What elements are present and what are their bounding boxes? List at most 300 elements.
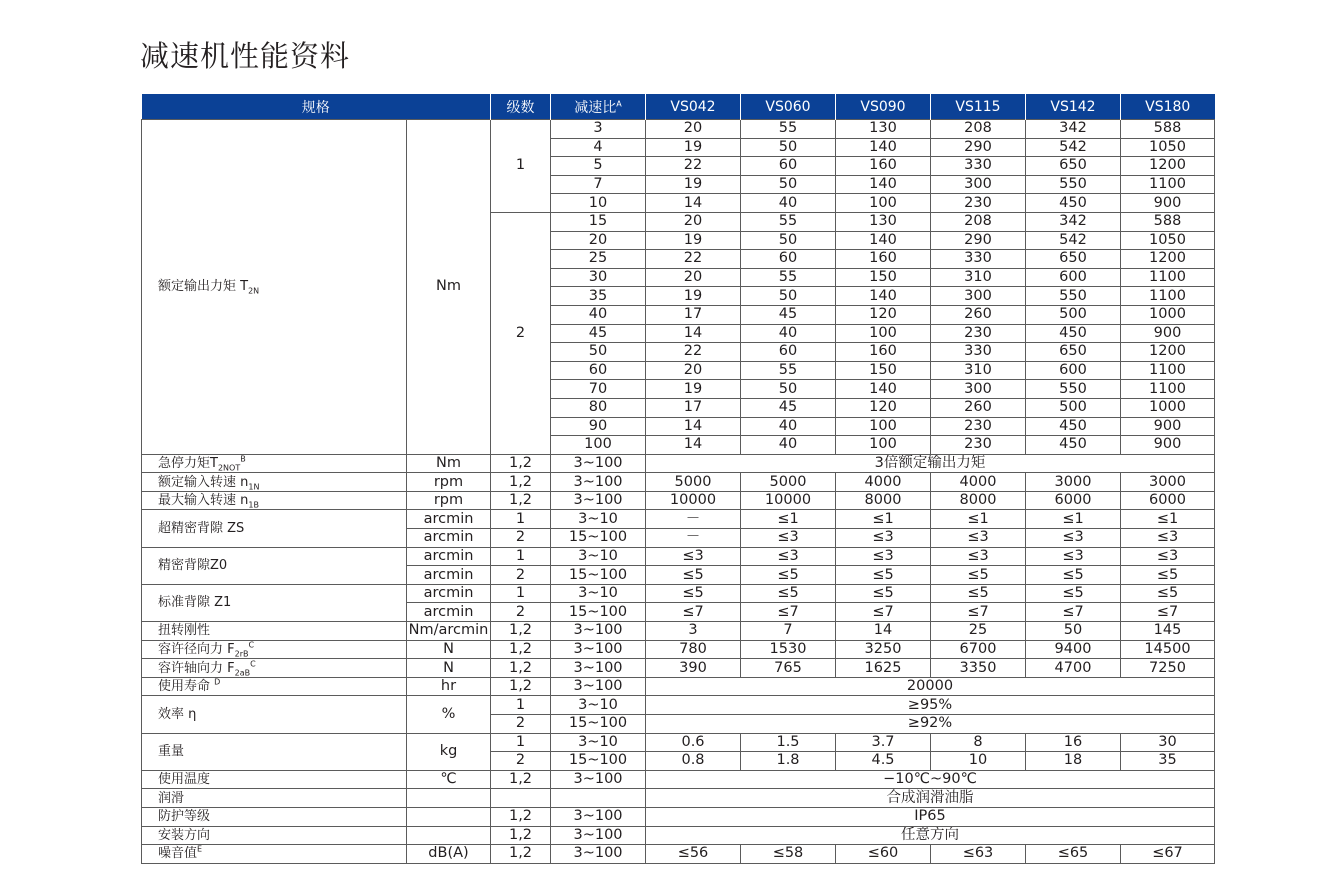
noise-label [142, 845, 407, 864]
value-cell: 650 [1026, 343, 1121, 362]
stage-cell: 1 [491, 696, 551, 715]
value-cell: 19 [646, 287, 741, 306]
life-label-footnote: D [214, 677, 221, 687]
value-cell: 20000 [646, 677, 1215, 696]
value-cell: 9400 [1026, 640, 1121, 659]
value-cell: 45 [741, 398, 836, 417]
protection-label: 防护等级 [142, 807, 407, 826]
value-cell: 0.8 [646, 752, 741, 771]
value-cell: 1625 [836, 659, 931, 678]
value-cell: 330 [931, 157, 1026, 176]
value-cell: 780 [646, 640, 741, 659]
max-speed-label [142, 491, 407, 510]
ratio-cell: 70 [551, 380, 646, 399]
table-row [142, 547, 1215, 566]
value-cell: 600 [1026, 268, 1121, 287]
unit-cell: dB(A) [407, 845, 491, 864]
value-cell: 900 [1121, 417, 1215, 436]
ratio-cell: 3~100 [551, 491, 646, 510]
value-cell: ≤1 [1026, 510, 1121, 529]
value-cell: 1100 [1121, 380, 1215, 399]
table-row [142, 454, 1215, 473]
value-cell: 310 [931, 361, 1026, 380]
stage-cell: 1 [491, 584, 551, 603]
value-cell: 1.5 [741, 733, 836, 752]
value-cell: 60 [741, 343, 836, 362]
value-cell: 14 [646, 417, 741, 436]
estop-label [142, 454, 407, 473]
value-cell: ≤7 [646, 603, 741, 622]
value-cell: 140 [836, 175, 931, 194]
value-cell: ≤5 [1026, 566, 1121, 585]
backlash-zs-label: 超精密背隙 ZS [142, 510, 407, 547]
weight-label: 重量 [142, 733, 407, 770]
value-cell: 1200 [1121, 343, 1215, 362]
value-cell: ≤7 [1121, 603, 1215, 622]
value-cell: 150 [836, 361, 931, 380]
value-cell: 3000 [1026, 473, 1121, 492]
value-cell: 300 [931, 175, 1026, 194]
ratio-cell: 3~10 [551, 733, 646, 752]
header-model: VS060 [741, 94, 836, 120]
value-cell: 20 [646, 120, 741, 139]
value-cell: ≤5 [741, 584, 836, 603]
header-stage: 级数 [491, 94, 551, 120]
unit-cell: rpm [407, 491, 491, 510]
ratio-cell: 3~100 [551, 640, 646, 659]
value-cell: 550 [1026, 380, 1121, 399]
value-cell: 100 [836, 194, 931, 213]
value-cell: 230 [931, 194, 1026, 213]
torque-label-sub: 2N [248, 286, 260, 296]
torque-label [142, 120, 407, 455]
value-cell: 30 [1121, 733, 1215, 752]
stage-cell: 1,2 [491, 770, 551, 789]
noise-label-text: 噪音值 [158, 846, 198, 862]
table-row [142, 120, 1215, 139]
value-cell: ≤3 [741, 547, 836, 566]
estop-label-sub: 2NOT [217, 463, 241, 473]
value-cell: 260 [931, 305, 1026, 324]
value-cell: 14 [646, 324, 741, 343]
estop-label-text: 急停力矩T [158, 455, 218, 471]
value-cell: 130 [836, 212, 931, 231]
value-cell: 10000 [741, 491, 836, 510]
value-cell: 50 [741, 175, 836, 194]
value-cell: 任意方向 [646, 826, 1215, 845]
table-row [142, 473, 1215, 492]
table-row [142, 491, 1215, 510]
value-cell: ≤5 [1026, 584, 1121, 603]
radial-force-label-sub: 2rB [234, 649, 249, 659]
value-cell: 100 [836, 417, 931, 436]
value-cell: 1100 [1121, 287, 1215, 306]
unit-cell: N [407, 659, 491, 678]
stage-cell: 2 [491, 529, 551, 548]
value-cell: 6000 [1026, 491, 1121, 510]
stiffness-label: 扭转刚性 [142, 622, 407, 641]
ratio-cell [551, 789, 646, 808]
ratio-cell: 3~100 [551, 473, 646, 492]
ratio-cell: 15~100 [551, 566, 646, 585]
ratio-cell: 45 [551, 324, 646, 343]
ratio-cell: 100 [551, 436, 646, 455]
unit-cell: arcmin [407, 566, 491, 585]
value-cell: 8000 [931, 491, 1026, 510]
ratio-cell: 20 [551, 231, 646, 250]
ratio-cell: 3~100 [551, 622, 646, 641]
value-cell: 35 [1121, 752, 1215, 771]
unit-cell: hr [407, 677, 491, 696]
ratio-cell: 25 [551, 250, 646, 269]
table-row [142, 510, 1215, 529]
value-cell: 900 [1121, 194, 1215, 213]
value-cell: 650 [1026, 157, 1121, 176]
value-cell: ≤1 [836, 510, 931, 529]
value-cell: 140 [836, 138, 931, 157]
value-cell: 3倍额定输出力矩 [646, 454, 1215, 473]
value-cell: ≤3 [741, 529, 836, 548]
value-cell: 17 [646, 305, 741, 324]
value-cell: 50 [741, 380, 836, 399]
value-cell: IP65 [646, 807, 1215, 826]
value-cell: 290 [931, 231, 1026, 250]
header-model: VS042 [646, 94, 741, 120]
value-cell: 20 [646, 212, 741, 231]
value-cell: 3250 [836, 640, 931, 659]
ratio-cell: 3 [551, 120, 646, 139]
ratio-cell: 3~100 [551, 770, 646, 789]
ratio-cell: 15~100 [551, 529, 646, 548]
value-cell: ≤56 [646, 845, 741, 864]
stage-cell: 1 [491, 547, 551, 566]
ratio-cell: 3~10 [551, 584, 646, 603]
value-cell: ≤1 [741, 510, 836, 529]
value-cell: 100 [836, 324, 931, 343]
value-cell: 4700 [1026, 659, 1121, 678]
value-cell: 40 [741, 324, 836, 343]
torque-stage-1: 1 [491, 120, 551, 213]
value-cell: 4000 [931, 473, 1026, 492]
value-cell: 588 [1121, 212, 1215, 231]
table-row [142, 789, 1215, 808]
value-cell: 450 [1026, 436, 1121, 455]
value-cell: 20 [646, 361, 741, 380]
value-cell: ≤67 [1121, 845, 1215, 864]
value-cell: ≥95% [646, 696, 1215, 715]
axial-force-label-sub: 2aB [234, 668, 251, 678]
value-cell: ≤3 [1121, 547, 1215, 566]
value-cell: 7 [741, 622, 836, 641]
value-cell: ≤5 [836, 566, 931, 585]
ratio-cell: 80 [551, 398, 646, 417]
lubrication-label: 润滑 [142, 789, 407, 808]
temperature-label: 使用温度 [142, 770, 407, 789]
torque-stage-2: 2 [491, 212, 551, 454]
radial-force-label-footnote: C [248, 640, 255, 650]
value-cell: 230 [931, 417, 1026, 436]
value-cell: 1200 [1121, 157, 1215, 176]
unit-cell: % [407, 696, 491, 733]
stage-cell: 1,2 [491, 677, 551, 696]
value-cell: 650 [1026, 250, 1121, 269]
value-cell: ≤5 [836, 584, 931, 603]
stage-cell: 2 [491, 566, 551, 585]
value-cell: 230 [931, 436, 1026, 455]
value-cell: 50 [741, 287, 836, 306]
value-cell: 22 [646, 250, 741, 269]
ratio-cell: 3~100 [551, 454, 646, 473]
value-cell: ≤5 [1121, 566, 1215, 585]
value-cell: 0.6 [646, 733, 741, 752]
value-cell: ≥92% [646, 715, 1215, 734]
value-cell: ≤3 [836, 529, 931, 548]
ratio-cell: 15~100 [551, 752, 646, 771]
table-row [142, 845, 1215, 864]
value-cell: 19 [646, 175, 741, 194]
value-cell: 60 [741, 250, 836, 269]
life-label [142, 677, 407, 696]
value-cell: 40 [741, 436, 836, 455]
table-row [142, 696, 1215, 715]
header-ratio-footnote: A [616, 98, 622, 108]
value-cell: 160 [836, 157, 931, 176]
value-cell: 150 [836, 268, 931, 287]
unit-cell: Nm [407, 454, 491, 473]
value-cell: −10℃~90℃ [646, 770, 1215, 789]
value-cell: 588 [1121, 120, 1215, 139]
unit-cell [407, 807, 491, 826]
table-row [142, 640, 1215, 659]
stage-cell: 2 [491, 752, 551, 771]
value-cell: 1000 [1121, 305, 1215, 324]
stage-cell: 1,2 [491, 622, 551, 641]
value-cell: 3 [646, 622, 741, 641]
ratio-cell: 10 [551, 194, 646, 213]
header-spec: 规格 [142, 94, 491, 120]
ratio-cell: 3~10 [551, 510, 646, 529]
table-row [142, 677, 1215, 696]
table-row [142, 622, 1215, 641]
value-cell: 14 [836, 622, 931, 641]
table-row [142, 659, 1215, 678]
header-ratio-text: 减速比 [574, 99, 617, 116]
stage-cell: 2 [491, 715, 551, 734]
value-cell: 290 [931, 138, 1026, 157]
unit-cell: arcmin [407, 510, 491, 529]
value-cell: ≤7 [836, 603, 931, 622]
value-cell: 600 [1026, 361, 1121, 380]
stage-cell: 1,2 [491, 826, 551, 845]
value-cell: 14500 [1121, 640, 1215, 659]
value-cell: 342 [1026, 212, 1121, 231]
value-cell: 3000 [1121, 473, 1215, 492]
value-cell: ≤3 [646, 547, 741, 566]
value-cell: 500 [1026, 398, 1121, 417]
value-cell: 120 [836, 305, 931, 324]
value-cell: 160 [836, 343, 931, 362]
value-cell: 330 [931, 250, 1026, 269]
value-cell: 140 [836, 287, 931, 306]
value-cell: 310 [931, 268, 1026, 287]
value-cell: 17 [646, 398, 741, 417]
value-cell: ≤5 [646, 566, 741, 585]
value-cell: 160 [836, 250, 931, 269]
ratio-cell: 30 [551, 268, 646, 287]
value-cell: 208 [931, 120, 1026, 139]
value-cell: 22 [646, 343, 741, 362]
value-cell: 8 [931, 733, 1026, 752]
unit-cell: arcmin [407, 584, 491, 603]
table-row [142, 807, 1215, 826]
table-row [142, 733, 1215, 752]
value-cell: 10000 [646, 491, 741, 510]
ratio-cell: 3~100 [551, 807, 646, 826]
ratio-cell: 3~100 [551, 659, 646, 678]
value-cell: 50 [741, 138, 836, 157]
value-cell: 18 [1026, 752, 1121, 771]
value-cell: 1200 [1121, 250, 1215, 269]
value-cell: 1050 [1121, 138, 1215, 157]
value-cell: 1000 [1121, 398, 1215, 417]
value-cell: ≤5 [931, 566, 1026, 585]
stage-cell: 1,2 [491, 491, 551, 510]
value-cell: 19 [646, 231, 741, 250]
unit-cell: arcmin [407, 547, 491, 566]
value-cell: 450 [1026, 194, 1121, 213]
stage-cell: 1,2 [491, 659, 551, 678]
value-cell: 45 [741, 305, 836, 324]
value-cell: 208 [931, 212, 1026, 231]
value-cell: 5000 [741, 473, 836, 492]
ratio-cell: 3~100 [551, 826, 646, 845]
ratio-cell: 35 [551, 287, 646, 306]
value-cell: 4.5 [836, 752, 931, 771]
unit-cell [407, 789, 491, 808]
value-cell: 900 [1121, 324, 1215, 343]
value-cell: 130 [836, 120, 931, 139]
value-cell: ≤1 [931, 510, 1026, 529]
ratio-cell: 3~10 [551, 696, 646, 715]
value-cell: 450 [1026, 324, 1121, 343]
header-model: VS090 [836, 94, 931, 120]
page-title: 减速机性能资料 [140, 39, 351, 73]
stage-cell: 2 [491, 603, 551, 622]
value-cell: 1050 [1121, 231, 1215, 250]
value-cell: － [646, 510, 741, 529]
unit-cell [407, 826, 491, 845]
radial-force-label-text: 容许径向力 F [158, 641, 235, 657]
value-cell: 1.8 [741, 752, 836, 771]
rated-speed-label-text: 额定输入转速 n [158, 474, 249, 490]
ratio-cell: 60 [551, 361, 646, 380]
value-cell: 550 [1026, 175, 1121, 194]
life-label-text: 使用寿命 [158, 679, 211, 695]
value-cell: 900 [1121, 436, 1215, 455]
value-cell: ≤7 [931, 603, 1026, 622]
axial-force-label-text: 容许轴向力 F [158, 660, 235, 676]
value-cell: 765 [741, 659, 836, 678]
value-cell: ≤58 [741, 845, 836, 864]
axial-force-label [142, 659, 407, 678]
table-row [142, 770, 1215, 789]
value-cell: 55 [741, 361, 836, 380]
value-cell: ≤7 [1026, 603, 1121, 622]
value-cell: ≤60 [836, 845, 931, 864]
value-cell: ≤5 [741, 566, 836, 585]
value-cell: ≤1 [1121, 510, 1215, 529]
value-cell: 合成润滑油脂 [646, 789, 1215, 808]
value-cell: 542 [1026, 231, 1121, 250]
header-ratio [551, 94, 646, 120]
table-row [142, 584, 1215, 603]
ratio-cell: 15~100 [551, 715, 646, 734]
radial-force-label [142, 640, 407, 659]
value-cell: 300 [931, 287, 1026, 306]
rated-speed-label-sub: 1N [248, 482, 260, 492]
value-cell: ≤5 [1121, 584, 1215, 603]
header-model: VS115 [931, 94, 1026, 120]
torque-unit: Nm [407, 120, 491, 455]
ratio-cell: 90 [551, 417, 646, 436]
value-cell: 6000 [1121, 491, 1215, 510]
unit-cell: ℃ [407, 770, 491, 789]
value-cell: 300 [931, 380, 1026, 399]
value-cell: ≤65 [1026, 845, 1121, 864]
unit-cell: N [407, 640, 491, 659]
unit-cell: Nm/arcmin [407, 622, 491, 641]
value-cell: 5000 [646, 473, 741, 492]
ratio-cell: 3~100 [551, 845, 646, 864]
value-cell: 4000 [836, 473, 931, 492]
value-cell: 60 [741, 157, 836, 176]
value-cell: 25 [931, 622, 1026, 641]
value-cell: 145 [1121, 622, 1215, 641]
axial-force-label-footnote: C [250, 659, 256, 669]
value-cell: 19 [646, 380, 741, 399]
value-cell: 1100 [1121, 268, 1215, 287]
value-cell: 50 [741, 231, 836, 250]
value-cell: 6700 [931, 640, 1026, 659]
rated-speed-label [142, 473, 407, 492]
value-cell: ≤5 [646, 584, 741, 603]
value-cell: ≤3 [1026, 547, 1121, 566]
ratio-cell: 15 [551, 212, 646, 231]
value-cell: 230 [931, 324, 1026, 343]
value-cell: 100 [836, 436, 931, 455]
value-cell: 50 [1026, 622, 1121, 641]
value-cell: － [646, 529, 741, 548]
table-row [142, 826, 1215, 845]
value-cell: ≤3 [931, 547, 1026, 566]
value-cell: 3350 [931, 659, 1026, 678]
value-cell: 16 [1026, 733, 1121, 752]
value-cell: ≤63 [931, 845, 1026, 864]
ratio-cell: 15~100 [551, 603, 646, 622]
value-cell: ≤3 [836, 547, 931, 566]
value-cell: 55 [741, 268, 836, 287]
unit-cell: arcmin [407, 603, 491, 622]
value-cell: 55 [741, 212, 836, 231]
stage-cell: 1,2 [491, 807, 551, 826]
header-model: VS142 [1026, 94, 1121, 120]
value-cell: 342 [1026, 120, 1121, 139]
value-cell: 7250 [1121, 659, 1215, 678]
stage-cell: 1,2 [491, 640, 551, 659]
value-cell: 550 [1026, 287, 1121, 306]
backlash-z0-label: 精密背隙Z0 [142, 547, 407, 584]
value-cell: 1530 [741, 640, 836, 659]
